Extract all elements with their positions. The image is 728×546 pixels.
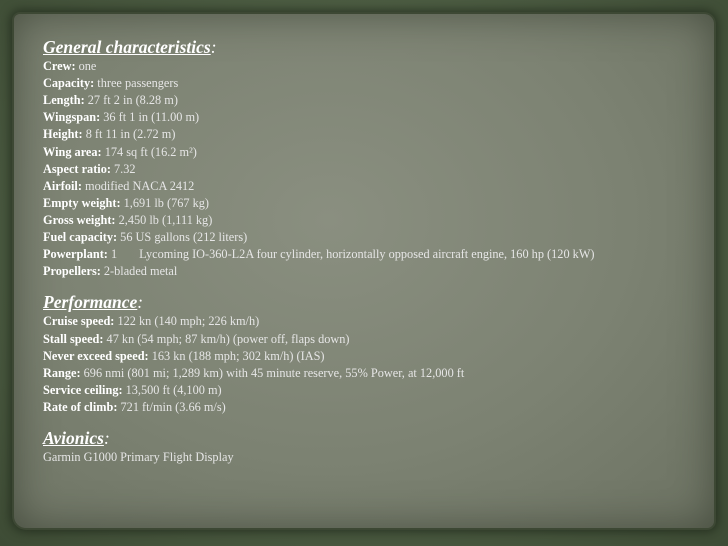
spec-row-airfoil [43, 178, 683, 195]
spec-key: Airfoil: [43, 178, 82, 193]
spec-value: three passengers [94, 76, 179, 91]
spec-key: Fuel capacity: [43, 230, 118, 245]
perf-row-rate-of-climb [43, 399, 683, 416]
spec-value: 1,691 lb (767 kg) [120, 195, 210, 210]
spec-row-crew [43, 58, 683, 75]
spec-value: 7.32 [110, 161, 136, 176]
spec-key: Crew: [43, 59, 76, 74]
general-heading-colon: : [210, 37, 217, 57]
perf-row-range [43, 365, 683, 382]
spec-key: Length: [43, 93, 85, 108]
spec-row-length [43, 92, 683, 109]
spec-row-capacity [43, 75, 683, 92]
spec-row-propellers [43, 263, 683, 280]
spec-row-gross-weight [43, 212, 683, 229]
section-gap [43, 416, 683, 427]
spec-key: Wingspan: [43, 110, 101, 125]
avionics-text [43, 449, 683, 466]
avionics-heading-colon: : [103, 427, 110, 448]
performance-heading-colon: : [137, 292, 144, 313]
avionics-heading: Avionics [43, 427, 104, 448]
spec-row-height [43, 126, 683, 143]
general-heading: General characteristics [43, 37, 211, 57]
spec-row-wing-area [43, 144, 683, 161]
spec-value: 122 kn (140 mph; 226 km/h) [114, 314, 260, 329]
spec-row-aspect-ratio [43, 161, 683, 178]
spec-value: 56 US gallons (212 liters) [117, 230, 248, 245]
spec-value: 2,450 lb (1,111 kg) [115, 212, 213, 227]
spec-row-powerplant [43, 246, 683, 263]
spec-key: Never exceed speed: [43, 348, 149, 363]
perf-row-never-exceed [43, 348, 683, 365]
perf-row-service-ceiling [43, 382, 683, 399]
spec-value: 27 ft 2 in (8.28 m) [84, 93, 178, 108]
general-heading-line [43, 36, 683, 58]
spec-value: 721 ft/min (3.66 m/s) [117, 399, 226, 414]
spec-key: Propellers: [43, 264, 101, 279]
powerplant-count: 1 [107, 247, 118, 262]
spec-key: Stall speed: [43, 331, 104, 346]
section-gap [43, 280, 683, 291]
avionics-heading-line [43, 427, 683, 449]
spec-value: 2-bladed metal [100, 264, 178, 279]
spec-value: one [75, 59, 97, 74]
spec-value: Lycoming IO-360-L2A four cylinder, horizontally opposed aircraft engine, 160 hp (120 kW) [139, 247, 595, 262]
spec-value: 13,500 ft (4,100 m) [122, 382, 222, 397]
spec-row-empty-weight [43, 195, 683, 212]
performance-heading: Performance [43, 292, 138, 313]
spec-key: Aspect ratio: [43, 161, 111, 176]
spec-key: Powerplant: [43, 247, 108, 262]
spec-key: Empty weight: [43, 195, 121, 210]
spec-key: Service ceiling: [43, 382, 123, 397]
spec-key: Wing area: [43, 144, 102, 159]
spec-key: Range: [43, 365, 81, 380]
spec-row-fuel-capacity [43, 229, 683, 246]
spec-key: Height: [43, 127, 83, 142]
spec-value: 47 kn (54 mph; 87 km/h) (power off, flaps down) [103, 331, 350, 346]
spec-key: Rate of climb: [43, 399, 118, 414]
perf-row-cruise-speed [43, 313, 683, 330]
spec-value: 174 sq ft (16.2 m²) [101, 144, 197, 159]
spec-key: Cruise speed: [43, 314, 115, 329]
spec-value: 8 ft 11 in (2.72 m) [82, 127, 176, 142]
spec-key: Gross weight: [43, 212, 116, 227]
spec-value: 696 nmi (801 mi; 1,289 km) with 45 minute reserve, 55% Power, at 12,000 ft [80, 365, 465, 380]
spec-row-wingspan [43, 109, 683, 126]
spec-key: Capacity: [43, 76, 95, 91]
performance-heading-line [43, 291, 683, 313]
spec-value: modified NACA 2412 [81, 178, 195, 193]
avionics-value: Garmin G1000 Primary Flight Display [43, 450, 234, 465]
perf-row-stall-speed [43, 331, 683, 348]
spec-value: 36 ft 1 in (11.00 m) [100, 110, 200, 125]
slide-content [43, 36, 683, 466]
spec-value: 163 kn (188 mph; 302 km/h) (IAS) [148, 348, 325, 363]
